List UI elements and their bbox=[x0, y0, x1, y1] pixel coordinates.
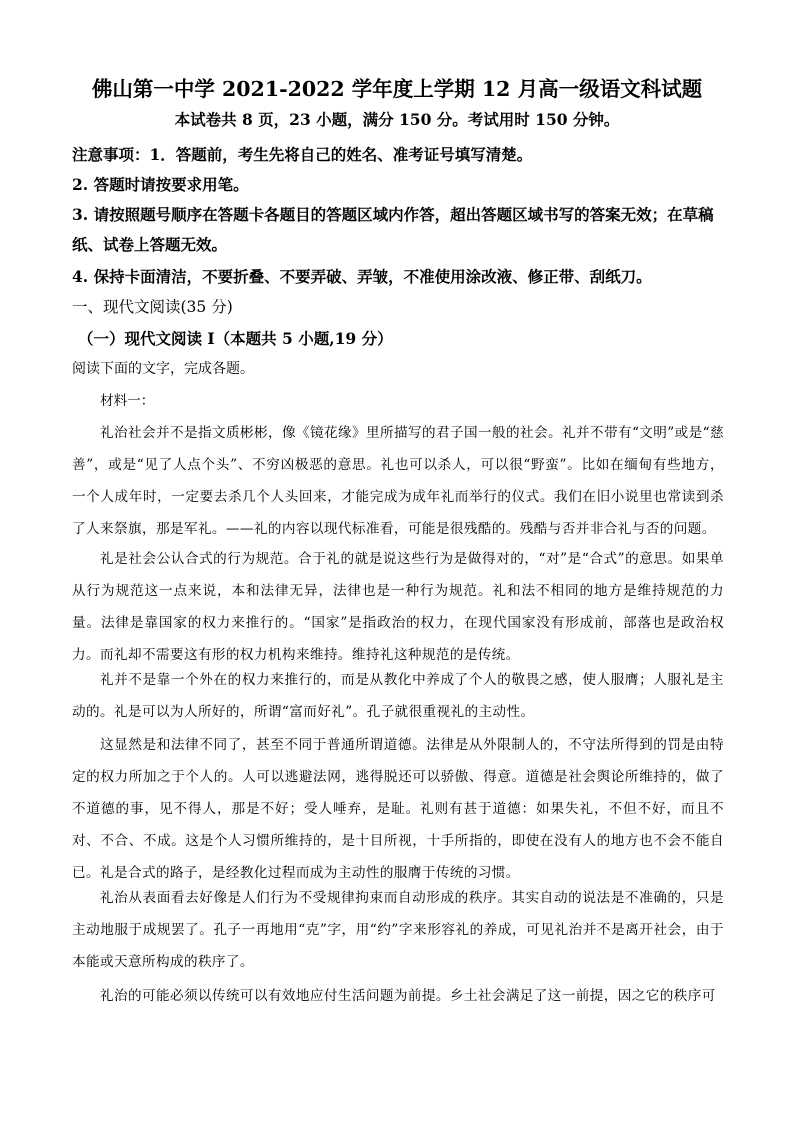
notice-1: 注意事项：1．答题前，考生先将自己的姓名、准考证号填写清楚。 bbox=[72, 145, 533, 164]
part-heading: 一、现代文阅读(35 分) bbox=[72, 298, 233, 316]
material-label: 材料一： bbox=[100, 393, 155, 409]
notice-4: 4. 保持卡面清洁，不要折叠、不要弄破、弄皱，不准使用涂改液、修正带、刮纸刀。 bbox=[72, 267, 652, 286]
exam-subtitle: 本试卷共 8 页，23 小题，满分 150 分。考试用时 150 分钟。 bbox=[174, 110, 620, 129]
paragraph-4: 这显然是和法律不同了，甚至不同于普通所谓道德。法律是从外限制人的，不守法所得到的罚是由特定的权力所加之于个人的。人可以逃避法网，逃得脱还可以骄傲、得意。道德是社会舆论所维持的，做了不道德的事，见不得人，那是不好；受人唾弃，是耻。礼则有甚于道德：如果失礼，不但不好，而且不对、不合、不成。这是个人习惯所维持的，是十目所视，十手所指的，即使在没有人的地方也不会不能自已。礼是合式的路子，是经教化过程而成为主动性的服膺于传统的习惯。 bbox=[72, 737, 724, 881]
paragraph-2: 礼是社会公认合式的行为规范。合于礼的就是说这些行为是做得对的，“对”是“合式”的意思。如果单从行为规范这一点来说，本和法律无异，法律也是一种行为规范。礼和法不相同的地方是维持规范的力量。法律是靠国家的权力来推行的。“国家”是指政治的权力，在现代国家没有形成前，部落也是政治权力。而礼却不需要这有形的权力机构来维持。维持礼这种规范的是传统。 bbox=[72, 551, 724, 663]
paragraph-6: 礼治的可能必须以传统可以有效地应付生活问题为前提。乡土社会满足了这一前提，因之它的秩序可 bbox=[100, 988, 716, 1004]
paragraph-1: 礼治社会并不是指文质彬彬，像《镜花缘》里所描写的君子国一般的社会。礼并不带有“文明”或是“慈善”，或是“见了人点个头”、不穷凶极恶的意思。礼也可以杀人，可以很“野蛮”。比如在缅甸有些地方，一个人成年时，一定要去杀几个人头回来，才能完成为成年礼而举行的仪式。我们在旧小说里也常读到杀了人来祭旗，那是军礼。——礼的内容以现代标准看，可能是很残酷的。残酷与否并非合礼与否的问题。 bbox=[72, 425, 724, 537]
paragraph-5: 礼治从表面看去好像是人们行为不受规律拘束而自动形成的秩序。其实自动的说法是不准确的，只是主动地服于成规罢了。孔子一再地用“克”字，用“约”字来形容礼的养成，可见礼治并不是离开社会，由于本能或天意所构成的秩序了。 bbox=[72, 890, 724, 970]
exam-title: 佛山第一中学 2021-2022 学年度上学期 12 月高一级语文科试题 bbox=[91, 77, 703, 101]
subpart-heading: （一）现代文阅读 I（本题共 5 小题,19 分） bbox=[78, 329, 393, 348]
notice-2: 2. 答题时请按要求用笔。 bbox=[72, 175, 249, 194]
notice-3: 3. 请按照题号顺序在答题卡各题目的答题区域内作答，超出答题区域书写的答案无效；在草稿纸、试卷上答题无效。 bbox=[72, 205, 714, 254]
paragraph-3: 礼并不是靠一个外在的权力来推行的，而是从教化中养成了个人的敬畏之感，使人服膺；人服礼是主动的。礼是可以为人所好的，所谓“富而好礼”。孔子就很重视礼的主动性。 bbox=[72, 672, 724, 720]
reading-instruction: 阅读下面的文字，完成各题。 bbox=[72, 361, 254, 377]
